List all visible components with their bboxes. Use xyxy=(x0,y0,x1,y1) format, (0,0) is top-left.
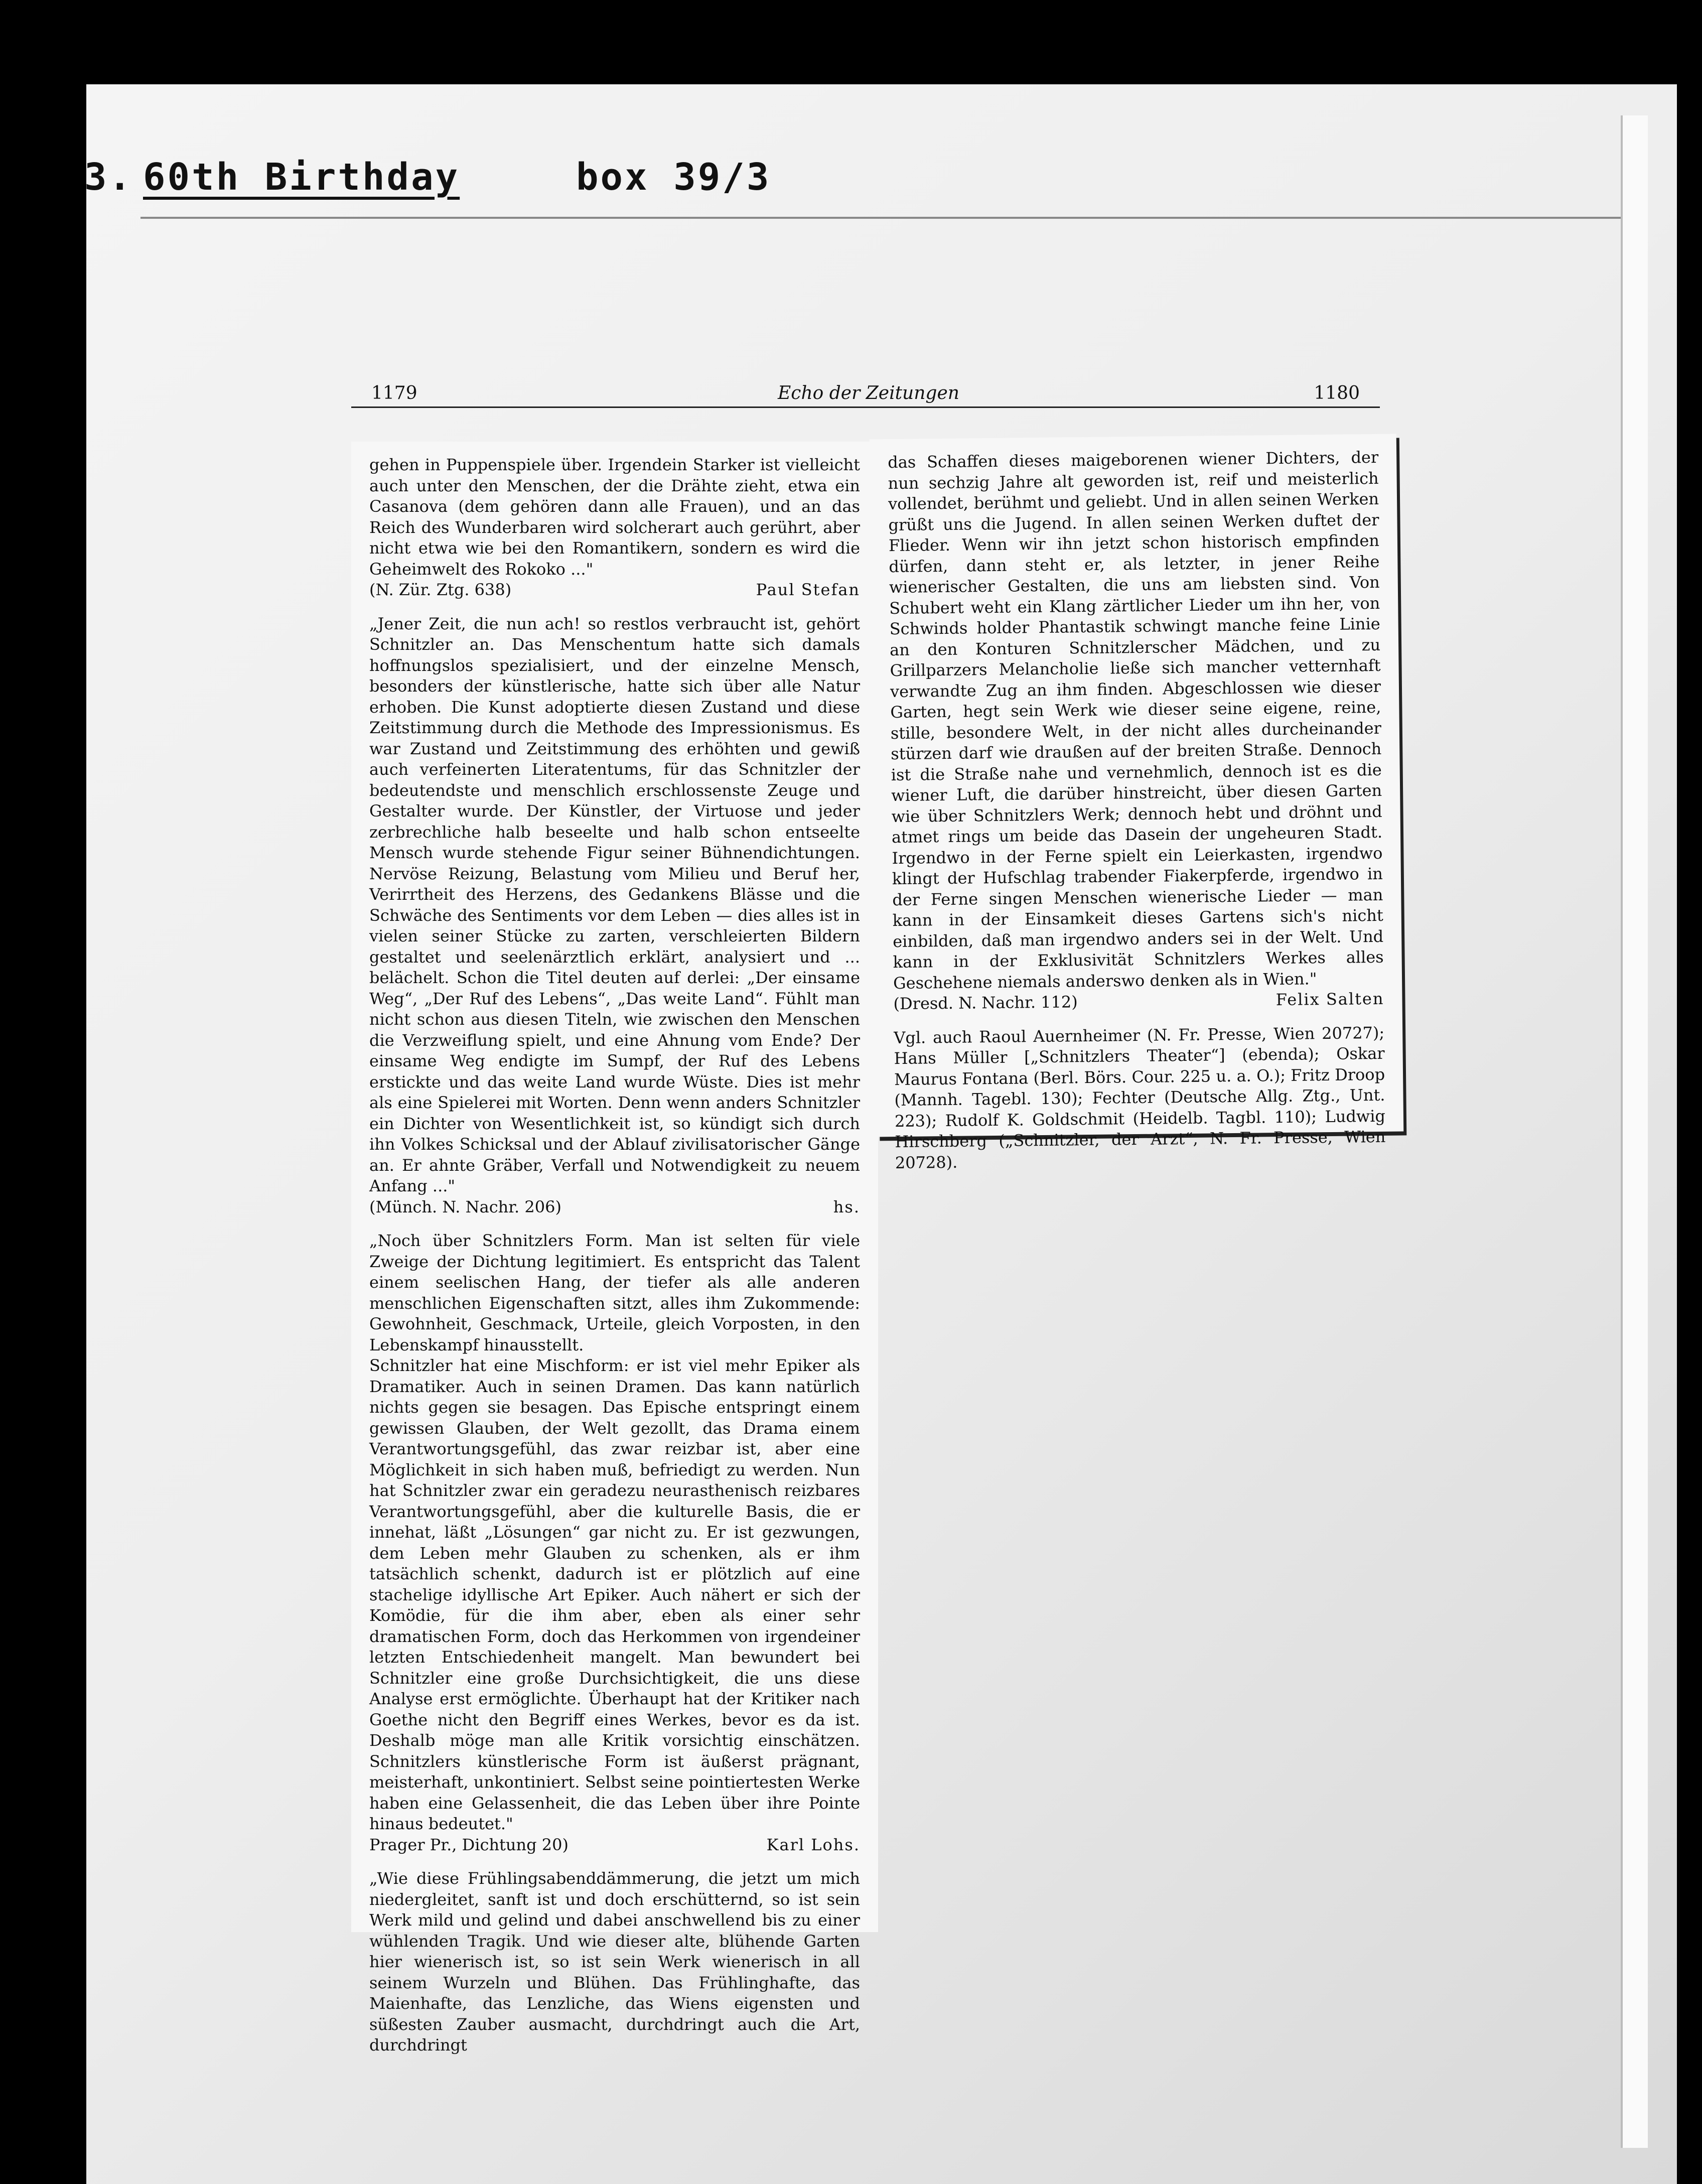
journal-title: Echo der Zeitungen xyxy=(778,383,959,403)
clipping-right-column xyxy=(870,434,1403,1172)
paragraph-hs: „Jener Zeit, die nun ach! so restlos verbraucht ist, gehört Schnitzler an. Das Menschentum hatte sich damals hoffnungslos spezialisiert, und der einzelne Mensch, besonders der künstlerische, hatte sich über alle Natur erhoben. Die Kunst adoptierte diesen Zustand und diese Zeitstimmung durch die Methode des Impressionismus. Es war Zustand und Zeitstimmung des erhöhten und gewiß auch verfeinerten Literatentums, für das Schnitzler der bedeutendste und menschlich erschlossenste Zeuge und Gestalter wurde. Der Künstler, der Virtuose und jeder zerbrechliche halb beseelte und halb schon entseelte Mensch wurde stehende Figur seiner Bühnendichtungen. Nervöse Reizung, Belastung vom Milieu und Beruf her, Verirrtheit des Herzens, des Gedankens Blässe und die Schwäche des Sentiments vor dem Leben — dies alles ist in vielen seiner Stücke zu zarten, verschleierten Bildern gestaltet und seelenärztlich erklärt, analysiert und ... belächelt. Schon die Titel deuten auf derlei: „Der einsame Weg“, „Der Ruf des Lebens“, „Das weite Land“. Fühlt man nicht schon aus diesen Titeln, wie zwischen den Menschen die Verzweiflung spielt, und eine Ahnung vom Ende? Der einsame Weg endigte im Sumpf, der Ruf des Lebens erstickte und das weite Land wurde Wüste. Dies ist mehr als eine Spielerei mit Worten. Denn wenn anders Schnitzler ein Dichter von Wesentlichkeit ist, so kündigt sich durch ihn Volkes Schicksal und der Ablauf zivilisatorischer Gänge an. Er ahnte Gräber, Verfall und Notwendigkeit zu neuem Anfang ..." xyxy=(369,614,860,1195)
header-rule xyxy=(140,217,1621,219)
header-box-number: box 39/3 xyxy=(576,156,771,199)
page-number-right: 1180 xyxy=(1314,383,1360,403)
paragraph-salten: das Schaffen dieses maigeborenen wiener Dichters, der nun sechzig Jahre alt geworden ist, reif und meisterlich vollendet, berühmt und geliebt. Und in allen seinen Werken grüßt uns die Jugend. In allen seinen Werken duftet der Flieder. Wenn wir ihn jetzt schon historisch empfinden dürfen, dann steht er, als letzter, in jener Reihe wienerischer Gestalten, die uns am liebsten sind. Von Schubert weht ein Klang zärtlicher Lieder um ihn her, von Schwinds holder Phantastik schwingt manche feine Linie an den Konturen Schnitzlerscher Mädchen, und zu Grillparzers Melancholie ließe sich mancher vetternhaft verwandte Zug an ihm finden. Abgeschlossen wie dieser Garten, hegt sein Werk wie dieser seine eigene, reine, stille, besondere Welt, in der nicht alles durcheinander stürzen darf wie draußen auf der breiten Straße. Dennoch ist die Straße nahe und vernehmlich, dennoch ist es die wiener Luft, die darüber hinstreicht, über diesen Garten wie über Schnitzlers Werk; dennoch hebt und dröhnt und atmet rings um beide das Dasein der ungeheuren Stadt. Irgendwo in der Ferne spielt ein Leierkasten, irgendwo klingt der Hufschlag trabender Fiakerpferde, irgendwo in der Ferne singen Menschen wienerische Lieder — man kann in der Einsamkeit dieses Gartens sich's nicht einbilden, daß man irgendwo anders sei in der Welt. Und kann in der Exklusivität Schnitzlers Werkes alles Geschehene niemals anderswo denken als in Wien." xyxy=(888,447,1384,993)
citation-author: Paul Stefan xyxy=(756,580,860,599)
citation-author: hs. xyxy=(833,1197,860,1216)
citation-hs xyxy=(351,1197,878,1218)
citation-source: (N. Zür. Ztg. 638) xyxy=(369,580,512,599)
newspaper-page-header xyxy=(351,376,1380,408)
paragraph-references: Vgl. auch Raoul Auernheimer (N. Fr. Presse, Wien 20727); Hans Müller [„Schnitzlers Theater“] (ebenda); Oskar Maurus Fontana (Berl. Börs. Cour. 225 u. a. O.); Fritz Droop (Mannh. Tagebl. 130); Fechter (Deutsche Allg. Ztg., Unt. 223); Rudolf K. Goldschmit (Heidelb. Tagbl. 110); Ludwig Hirschberg („Schnitzler, der Arzt“, N. Fr. Presse, Wien 20728). xyxy=(894,1023,1386,1172)
paragraph-stefan: gehen in Puppenspiele über. Irgendein Starker ist vielleicht auch unter den Menschen, der die Drähte zieht, etwa ein Casanova (dem gehören dann alle Frauen), und an das Reich des Wunderbaren wird solcherart auch gerührt, aber nicht etwa wie bei den Romantikern, sondern es wird die Geheimwelt des Rokoko ..." xyxy=(369,455,860,579)
header-prefix: 3. xyxy=(84,156,133,199)
citation-source: (Dresd. N. Nachr. 112) xyxy=(893,992,1078,1014)
citation-source: (Münch. N. Nachr. 206) xyxy=(369,1197,561,1216)
citation-stefan xyxy=(351,580,878,601)
paragraph-salten-start: „Wie diese Frühlingsabenddämmerung, die jetzt um mich niedergleitet, sanft ist und doch erschütternd, so ist sein Werk mild und gelind und dabei anschwellend bis zu einer wühlenden Tragik. Und wie dieser alte, blühende Garten hier wienerisch ist, so ist sein Werk wienerisch in all seinem Wurzeln und Blühen. Das Frühlinghafte, das Maienhafte, das Lenzliche, das Wiens eigensten und süßesten Zauber ausmacht, durchdringt auch die Art, durchdringt xyxy=(369,1869,860,2055)
paragraph-lohs-2: Schnitzler hat eine Mischform: er ist viel mehr Epiker als Dramatiker. Auch in seinen Dramen. Das kann natürlich nichts gegen sie besagen. Das Epische entspringt einem gewissen Glauben, der Welt gezollt, das Drama einem Verantwortungsgefühl, das zwar reizbar ist, aber eine Möglichkeit in sich haben muß, befriedigt zu werden. Nun hat Schnitzler zwar ein geradezu neurasthenisch reizbares Verantwortungsgefühl, aber die kulturelle Basis, die er innehat, läßt „Lösungen“ gar nicht zu. Er ist gezwungen, dem Leben mehr Glauben zu schenken, als er ihm tatsächlich schenkt, dadurch ist er plötzlich auf eine stachelige idyllische Art Epiker. Auch nähert er sich der Komödie, für die ihm aber, eben als einer sehr dramatischen Form, doch das Herkommen von irgendeiner letzten Entschiedenheit mangelt. Man bewundert bei Schnitzler eine große Durchsichtigkeit, die uns diese Analyse erst ermöglichte. Überhaupt hat der Kritiker nach Goethe nicht den Begriff eines Werkes, bevor es da ist. Deshalb möge man alle Kritik vorsichtig einschätzen. Schnitzlers künstlerische Form ist äußerst prägnant, meisterhaft, unkontiniert. Selbst seine pointiertesten Werke haben eine Gelassenheit, die das Leben über ihre Pointe hinaus bedeutet." xyxy=(369,1356,860,1833)
citation-lohs xyxy=(351,1835,878,1856)
sheet-edge xyxy=(1621,115,1648,2148)
citation-author: Felix Salten xyxy=(1275,989,1384,1010)
citation-source: Prager Pr., Dichtung 20) xyxy=(369,1835,569,1854)
page-number-left: 1179 xyxy=(371,383,417,403)
citation-author: Karl Lohs. xyxy=(766,1835,860,1854)
header-title: 60th Birthday xyxy=(143,156,460,199)
clipping-left-column xyxy=(351,442,878,2055)
paragraph-lohs-1: „Noch über Schnitzlers Form. Man ist selten für viele Zweige der Dichtung legitimiert. Es entspricht das Talent einem seelischen Hang, der tiefer als alle anderen menschlichen Eigenschaften sitzt, alles ihm Zukommende: Gewohnheit, Geschmack, Urteile, gleich Vorposten, in den Lebenskampf hinausstellt. xyxy=(369,1231,860,1354)
